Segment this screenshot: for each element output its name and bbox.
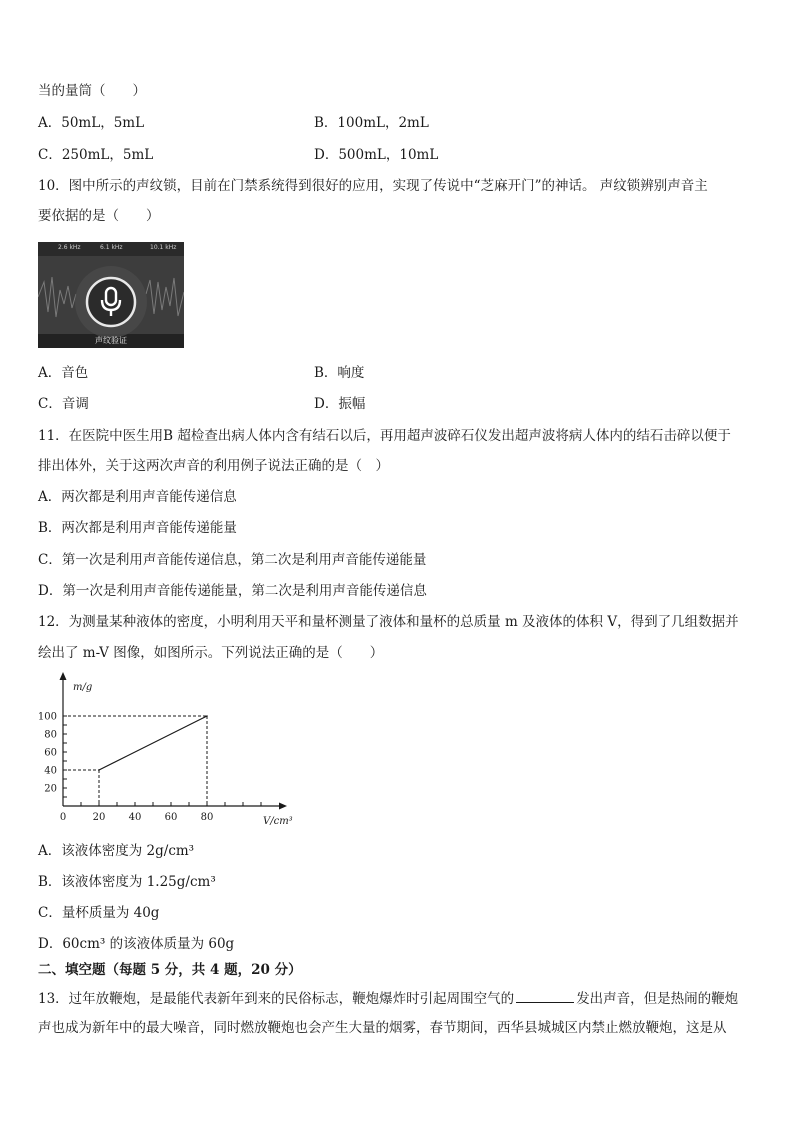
- q9-option-d: D．500mL，10mL: [314, 147, 439, 163]
- y-tick-label: 60: [44, 747, 57, 759]
- q10-option-b: B．响度: [314, 365, 365, 381]
- q10-option-d: D．振幅: [314, 396, 366, 412]
- q12-option-c: C．量杯质量为 40g: [38, 905, 160, 921]
- y-tick-label: 100: [37, 711, 57, 723]
- y-axis-label: m/g: [73, 682, 93, 693]
- x-tick-label: 80: [200, 812, 214, 823]
- q10-option-c: C．音调: [38, 396, 89, 412]
- q13-answer-blank[interactable]: [516, 988, 574, 1003]
- q12-option-d: D．60cm³ 的该液体质量为 60g: [38, 936, 235, 952]
- series-line: [99, 716, 207, 770]
- q11-option-b: B．两次都是利用声音能传递能量: [38, 520, 237, 536]
- q11-option-a: A．两次都是利用声音能传递信息: [38, 489, 237, 505]
- y-tick-label: 20: [44, 783, 57, 795]
- q13-text-after-blank: 发出声音，但是热闹的鞭炮: [576, 991, 739, 1007]
- q9-option-a: A．50mL，5mL: [38, 115, 145, 131]
- q12-stem-line1: 12．为测量某种液体的密度，小明利用天平和量杯测量了液体和量杯的总质量 m 及液体的体积 V，得到了几组数据并: [38, 614, 739, 630]
- x-axis-label: V/cm³: [263, 816, 293, 827]
- q13-stem-line1: [38, 988, 738, 1008]
- voiceprint-lock-photo: [38, 242, 184, 348]
- freq-label-1: 2.6 kHz: [58, 244, 81, 251]
- q10-option-a: A．音色: [38, 365, 89, 381]
- y-tick-label: 80: [44, 729, 57, 741]
- q12-option-b: B．该液体密度为 1.25g/cm³: [38, 874, 216, 890]
- x-axis-arrow: [279, 803, 287, 810]
- x-tick-label: 40: [128, 812, 142, 823]
- data-point: [206, 715, 208, 717]
- data-point: [98, 769, 100, 771]
- q10-stem-line1: 10．图中所示的声纹锁，目前在门禁系统得到很好的应用，实现了传说中“芝麻开门”的神话。 声纹锁辨别声音主: [38, 178, 708, 194]
- q11-option-d: D．第一次是利用声音能传递能量，第二次是利用声音能传递信息: [38, 583, 427, 599]
- m-v-graph: [34, 672, 296, 832]
- q10-stem-line2: 要依据的是（ ）: [38, 208, 160, 224]
- q11-stem-line2: 排出体外，关于这两次声音的利用例子说法正确的是（ ）: [38, 458, 389, 474]
- photo-caption: 声纹验证: [95, 336, 127, 345]
- q12-option-a: A．该液体密度为 2g/cm³: [38, 843, 195, 859]
- microphone-icon: [99, 286, 123, 318]
- q11-stem-line1: 11．在医院中医生用B 超检查出病人体内含有结石以后，再用超声波碎石仪发出超声波将病人体内的结石击碎以便于: [38, 428, 731, 444]
- q9-option-c: C．250mL，5mL: [38, 147, 154, 163]
- q9-stem-tail: 当的量筒（ ）: [38, 83, 146, 99]
- freq-label-2: 6.1 kHz: [100, 244, 123, 251]
- x-tick-label: 60: [164, 812, 178, 823]
- y-axis-arrow: [60, 672, 67, 680]
- y-tick-label: 40: [44, 765, 57, 777]
- q9-option-b: B．100mL，2mL: [314, 115, 429, 131]
- q13-text-before-blank: 13．过年放鞭炮，是最能代表新年到来的民俗标志，鞭炮爆炸时引起周围空气的: [38, 991, 515, 1007]
- q13-stem-line2: 声也成为新年中的最大噪音，同时燃放鞭炮也会产生大量的烟雾，春节期间，西华县城城区内禁止燃放鞭炮，这是从: [38, 1020, 727, 1036]
- q11-option-c: C．第一次是利用声音能传递信息，第二次是利用声音能传递能量: [38, 552, 427, 568]
- section-2-heading: 二、填空题（每题 5 分，共 4 题，20 分）: [38, 962, 302, 978]
- x-tick-label: 20: [92, 812, 106, 823]
- x-tick-label: 0: [59, 812, 67, 823]
- freq-label-3: 10.1 kHz: [150, 244, 177, 251]
- q12-stem-line2: 绘出了 m-V 图像，如图所示。下列说法正确的是（ ）: [38, 645, 384, 661]
